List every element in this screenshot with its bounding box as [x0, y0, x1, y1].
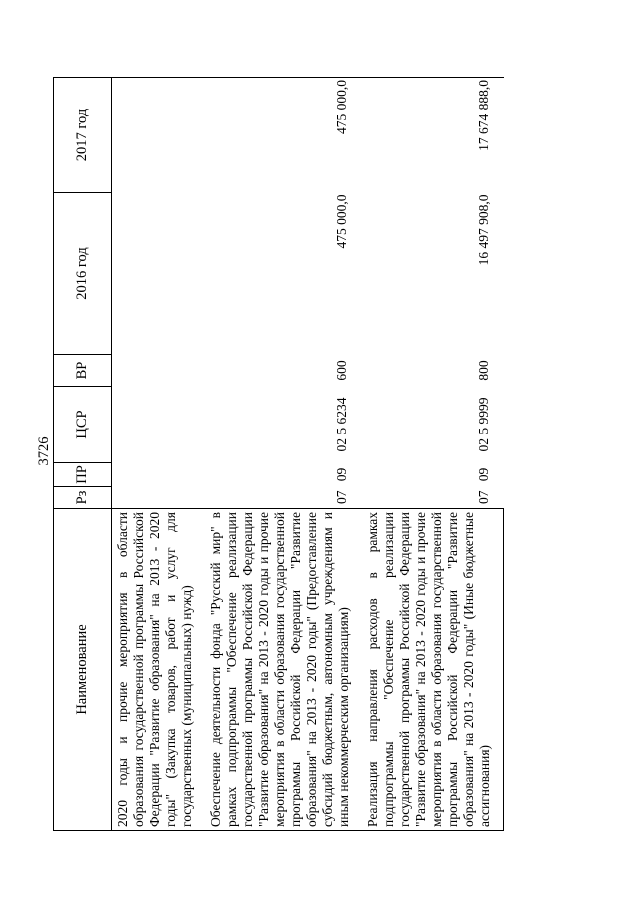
row-pr: 09 — [475, 467, 491, 482]
row-name: 2020 годы и прочие мероприятия в области образования государственной программы Российской Федерации "Развитие образования" на 2013 - 2020 годы" (Закупка товаров, работ и услуг для государственных (муниципальных) нужд) — [112, 509, 206, 831]
table-row — [112, 78, 206, 831]
row-2017: 475 000,0 — [205, 78, 362, 193]
row-rz — [112, 487, 206, 509]
col-header-2017: 2017 год — [54, 78, 112, 193]
col-header-2016: 2016 год — [54, 193, 112, 355]
col-header-name: Наименование — [54, 509, 112, 831]
row-pr — [112, 463, 206, 487]
col-header-rz: Рз — [54, 487, 112, 509]
row-rz: 07 — [475, 490, 491, 504]
row-pr: 09 — [334, 467, 349, 482]
table-row — [205, 78, 362, 831]
row-2017: 17 674 888,0 — [362, 78, 504, 193]
table-header-row — [54, 78, 112, 831]
row-2016: 16 497 908,0 — [475, 194, 491, 266]
row-csr — [112, 387, 206, 463]
row-2016 — [112, 193, 206, 355]
row-name: Обеспечение деятельности фонда "Русский мир" в рамках подпрограммы "Обеспечение реализации государственной программы Российской Федерации "Развитие образования" на 2013 - 2020 годы и прочие мероприятия в области образования государственной программы Российской Федерации "Развитие образования" на 2013 - 2020 годы" (Предоставление субсидий бюджетным, автономным учреждениям и иным некоммерческим организациям) — [205, 509, 362, 831]
col-header-pr: ПР — [54, 463, 112, 487]
budget-table — [53, 77, 504, 831]
col-header-vr: ВР — [54, 355, 112, 387]
row-csr: 02 5 6234 — [334, 397, 349, 452]
row-2017 — [112, 78, 206, 193]
page-number: 3726 — [36, 436, 52, 466]
col-header-csr: ЦСР — [54, 387, 112, 463]
row-2016: 475 000,0 — [334, 194, 349, 249]
row-name: Реализация направления расходов в рамках подпрограммы "Обеспечение реализации государственной программы Российской Федерации "Развитие образования" на 2013 - 2020 годы и прочие мероприятия в области образования государственной программы Российской Федерации "Развитие образования" на 2013 - 2020 годы" (Иные бюджетные ассигнования) — [362, 509, 504, 831]
row-vr: 800 — [475, 360, 491, 381]
row-vr: 600 — [334, 360, 349, 381]
row-vr — [112, 355, 206, 387]
row-rz: 07 — [334, 490, 349, 504]
row-csr: 02 5 9999 — [475, 397, 491, 452]
table-row — [362, 78, 504, 831]
